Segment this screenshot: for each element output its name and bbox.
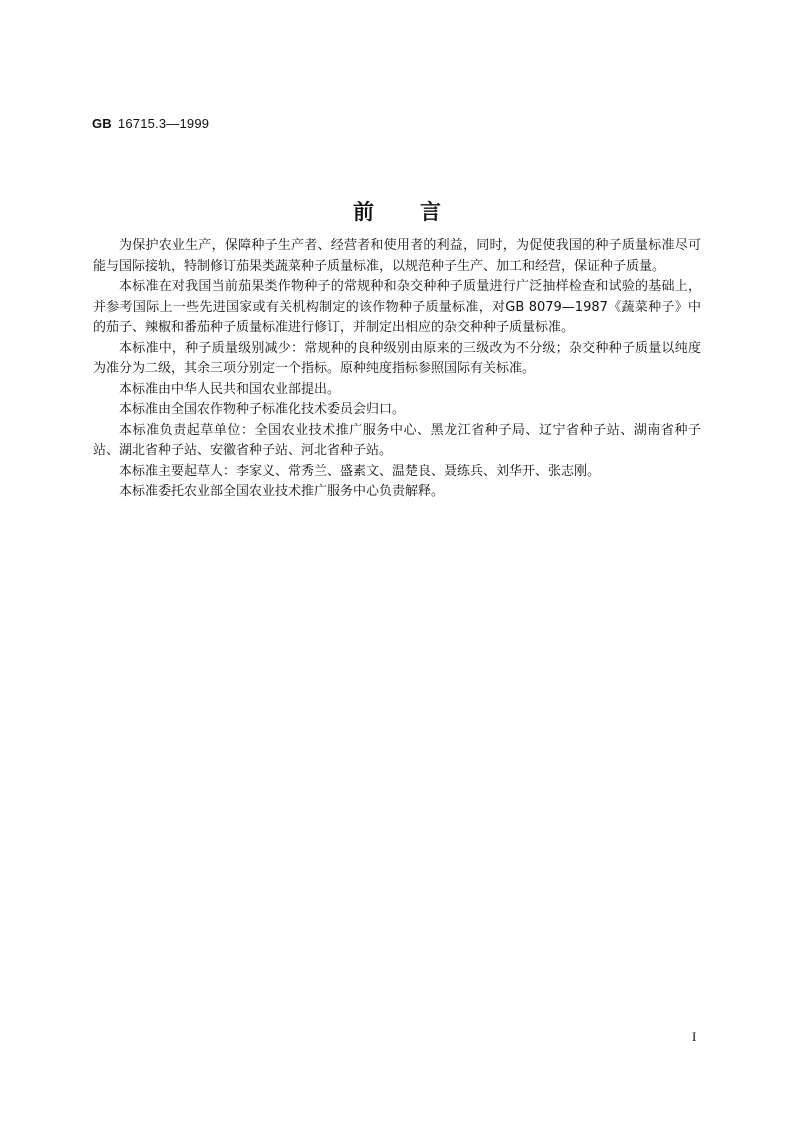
paragraph: 本标准在对我国当前茄果类作物种子的常规种和杂交种种子质量进行广泛抽样检查和试验的基础上，并参考国际上一些先进国家或有关机构制定的该作物种子质量标准，对GB 8079—1987《蔬菜种子》中的茄子、辣椒和番茄种子质量标准进行修订，并制定出相应的杂交种种子质量标准。 xyxy=(93,279,701,335)
paragraph: 本标准委托农业部全国农业技术推广服务中心负责解释。 xyxy=(119,484,445,499)
standard-code xyxy=(92,116,209,131)
standard-number: 16715.3—1999 xyxy=(117,116,210,131)
standard-prefix: GB xyxy=(92,116,112,131)
paragraph: 本标准负责起草单位：全国农业技术推广服务中心、黑龙江省种子局、辽宁省种子站、湖南省种子站、湖北省种子站、安徽省种子站、河北省种子站。 xyxy=(93,422,701,458)
paragraph: 本标准由全国农作物种子标准化技术委员会归口。 xyxy=(119,402,406,417)
foreword-body xyxy=(93,236,701,503)
paragraph: 为保护农业生产，保障种子生产者、经营者和使用者的利益，同时，为促使我国的种子质量标准尽可能与国际接轨，特制修订茄果类蔬菜种子质量标准，以规范种子生产、加工和经营，保证种子质量。 xyxy=(93,238,701,274)
paragraph: 本标准中，种子质量级别减少：常规种的良种级别由原来的三级改为不分级；杂交种种子质量以纯度为准分为二级，其余三项分别定一个指标。原种纯度指标参照国际有关标准。 xyxy=(93,340,701,376)
page-number: I xyxy=(692,1029,697,1044)
paragraph: 本标准由中华人民共和国农业部提出。 xyxy=(119,381,341,397)
paragraph: 本标准主要起草人：李家义、常秀兰、盛素文、温楚良、聂练兵、刘华开、张志刚。 xyxy=(119,463,601,479)
page-title: 前言 xyxy=(353,200,487,224)
